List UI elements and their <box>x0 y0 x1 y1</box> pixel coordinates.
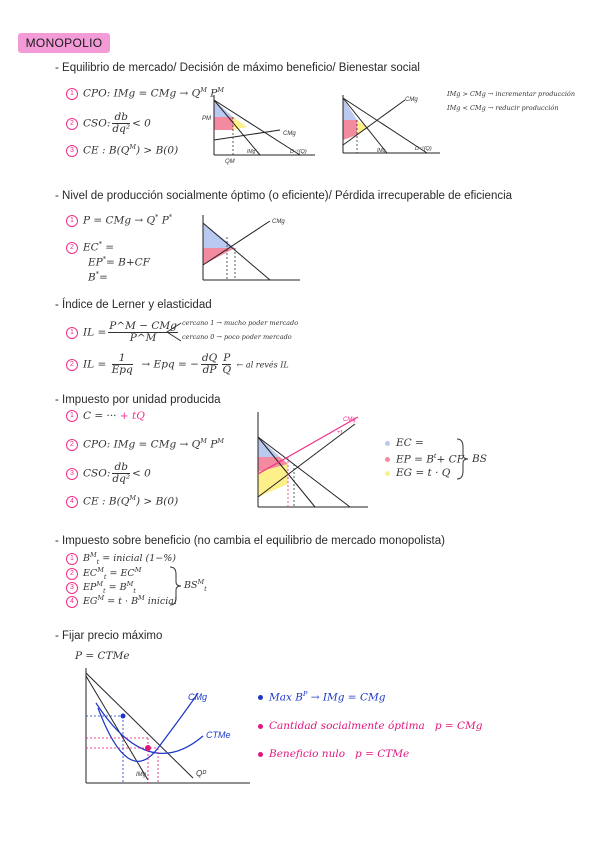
bullet-dot <box>258 752 263 757</box>
s2-line-4: B*= <box>88 270 108 284</box>
cmg-label: CMg <box>405 97 418 103</box>
section-heading-optimo: - Nivel de producción socialmente óptimo (o eficiente)/ Pérdida irrecuperable de eficiencia <box>55 190 513 202</box>
price-cap-graph <box>78 668 253 793</box>
bracket-lerner <box>163 321 183 343</box>
title-badge <box>18 33 110 53</box>
section-heading-impuesto-unidad: - Impuesto por unidad producida <box>55 394 221 406</box>
cmg-label: CMg <box>188 692 208 702</box>
bullet-dot <box>258 695 263 700</box>
bullet-zero-benefit: Beneficio nulo p = CTMe <box>258 748 409 760</box>
s2-line-2: 2 EC* = <box>66 240 114 254</box>
legend-swatch <box>385 457 390 462</box>
img-line <box>86 676 148 780</box>
step-number: 3 <box>66 582 78 594</box>
producer-surplus-area <box>343 120 357 140</box>
legend-ec: EC = <box>385 437 424 449</box>
s1-line-cpo: 1 CPO: IMg = CMg → $Q^M$ $P^M$ <box>66 86 224 100</box>
cmg-line <box>214 130 280 140</box>
step-number: 2 <box>66 118 78 130</box>
plus-t-label: +t <box>337 430 343 436</box>
fraction: $\frac{1}{\text{Epq}}$ <box>111 352 133 376</box>
s1-line-cso: 2 CSO: $\frac{db}{\text{dq²}}$ < 0 <box>66 112 151 135</box>
step-number: 3 <box>66 468 78 480</box>
legend-swatch <box>385 441 390 446</box>
bs-label: BS <box>472 453 487 465</box>
bs-tax-label: $BS^M_t$ <box>184 578 207 594</box>
s3-line-1: 1 IL = $\frac{\text{P\textasciicircum{}M − CMg}}{P\^{}M}$ <box>66 321 180 344</box>
note-increase: IMg > CMg → incrementar producción <box>447 90 576 98</box>
s4-line-cso: 3 CSO: $\frac{db}{\text{dq²}}$ < 0 <box>66 462 151 485</box>
s5-line-2: 2 $EC^M_t = EC^M$ <box>66 566 141 581</box>
s5-line-1: 1 $B^M_t$ = inicial (1−%) <box>66 551 176 566</box>
bullet-dot <box>258 724 263 729</box>
legend-eg: EG = t · Q <box>385 467 450 479</box>
legend-swatch <box>385 471 390 476</box>
bullet-social-optimum: Cantidad socialmente óptima p = CMg <box>258 720 483 732</box>
s4-line-cpo: 2 CPO: IMg = CMg → $Q^M$ $P^M$ <box>66 437 224 451</box>
s4-line-ce: 4 CE : $B(Q^M) > B(0)$ <box>66 494 178 508</box>
s5-line-3: 3 $EP^M_t = B^M_t$ <box>66 580 136 595</box>
cmg-label: CMg <box>343 417 356 423</box>
step-number: 2 <box>66 242 78 254</box>
brace-bs-tax <box>168 565 182 607</box>
price-cap-subtitle: P = CTMe <box>75 650 130 662</box>
cmg-plus-t-line <box>258 417 358 474</box>
pm-label: PM <box>202 116 211 122</box>
img-label: IMg <box>247 149 256 155</box>
lerner-note-2: cercano 0 → poco poder mercado <box>182 333 292 341</box>
step-number: 3 <box>66 145 78 157</box>
section-heading-lerner: - Índice de Lerner y elasticidad <box>55 299 212 311</box>
s5-line-4: 4 $EG^M = t \cdot B^M$ inicial <box>66 594 177 608</box>
cmg-label: CMg <box>272 219 285 225</box>
fraction: $\frac{dQ}{dP}$ <box>201 352 218 376</box>
img-label: IMg <box>136 772 147 778</box>
demand-label: D⁻¹(Q) <box>415 146 432 152</box>
qd-label: Qᴰ <box>196 769 207 778</box>
step-number: 4 <box>66 596 78 608</box>
fraction: $\frac{db}{\text{dq²}}$ <box>112 461 131 485</box>
section-heading-impuesto-beneficio: - Impuesto sobre beneficio (no cambia el equilibrio de mercado monopolista) <box>55 535 445 547</box>
cmg-label: CMg <box>283 131 296 137</box>
s1-line-ce: 3 CE : $B(Q^M) > B(0)$ <box>66 143 178 157</box>
s4-line-1: 1 C = ··· + tQ <box>66 410 145 422</box>
step-number: 1 <box>66 553 78 565</box>
img-label: IMg <box>377 148 386 154</box>
s3-line-2: 2 IL = $\frac{1}{\text{Epq}}$ → Epq = − $\frac{dQ}{dP}$ $\frac{P}{Q}$ ← al revés IL <box>66 353 289 376</box>
fraction: $\frac{P}{Q}$ <box>222 352 232 376</box>
unit-tax-graph <box>250 412 370 512</box>
note-reduce: IMg < CMg → reducir producción <box>447 104 559 112</box>
fraction: $\frac{\text{P\textasciicircum{}M − CMg}}{P\^{}M}$ <box>109 320 177 344</box>
ctme-label: CTMe <box>206 730 231 740</box>
section-heading-equilibrio: - Equilibrio de mercado/ Decisión de máximo beneficio/ Bienestar social <box>55 62 420 74</box>
legend-ep: EP = $B^t+$ CF <box>385 452 464 466</box>
consumer-surplus-area <box>214 100 233 117</box>
demand-line <box>86 673 193 778</box>
fraction: $\frac{db}{\text{dq²}}$ <box>112 111 131 135</box>
step-number: 2 <box>66 359 78 371</box>
step-number: 1 <box>66 410 78 422</box>
step-number: 1 <box>66 327 78 339</box>
social-optimum-graph <box>195 215 305 285</box>
monopoly-graph-1 <box>202 95 320 165</box>
demand-label: D⁻¹(Q) <box>290 149 307 155</box>
producer-surplus-area <box>203 248 235 265</box>
step-number: 2 <box>66 439 78 451</box>
monopoly-point <box>121 714 126 719</box>
deadweight-loss-area <box>233 117 247 130</box>
step-number: 2 <box>66 568 78 580</box>
monopoly-graph-2 <box>335 95 445 165</box>
lerner-note-1: cercano 1 → mucho poder mercado <box>182 319 299 327</box>
s2-line-1: 1 P = CMg → Q* P* <box>66 213 172 227</box>
s2-line-3: EP*= B+CF <box>88 255 150 269</box>
step-number: 1 <box>66 88 78 100</box>
step-number: 1 <box>66 215 78 227</box>
brace-bs <box>455 437 469 481</box>
bullet-max-benefit: Max $B^P$ → IMg = CMg <box>258 690 385 704</box>
page-title: MONOPOLIO <box>25 36 103 50</box>
section-heading-precio-maximo: - Fijar precio máximo <box>55 630 163 642</box>
step-number: 4 <box>66 496 78 508</box>
cap-point <box>145 745 151 751</box>
qm-label: QM <box>225 159 235 165</box>
